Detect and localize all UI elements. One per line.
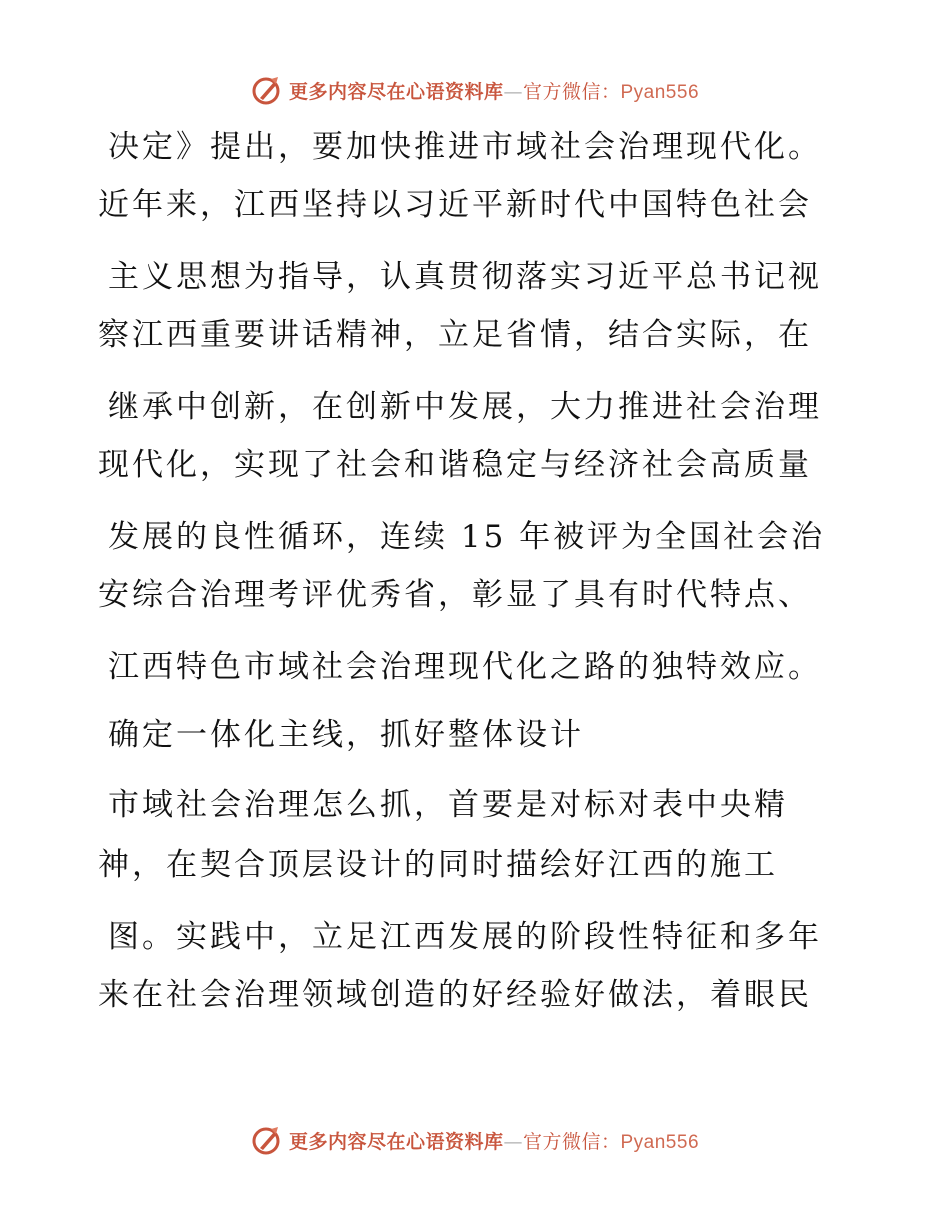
- paragraph-line: 图。实践中，立足江西发展的阶段性特征和多年: [108, 919, 822, 955]
- paragraph-line: 市域社会治理怎么抓，首要是对标对表中央精: [108, 787, 788, 823]
- paragraph-line: 江西特色市域社会治理现代化之路的独特效应。: [108, 649, 822, 685]
- watermark-wechat-id: Pyan556: [620, 81, 700, 103]
- paragraph-line: 决定》提出，要加快推进市域社会治理现代化。: [108, 129, 822, 165]
- paragraph-line: 神，在契合顶层设计的同时描绘好江西的施工: [98, 847, 778, 883]
- footer-watermark: [0, 1120, 950, 1160]
- paragraph-line: 安综合治理考评优秀省，彰显了具有时代特点、: [98, 577, 812, 613]
- section-heading: 确定一体化主线，抓好整体设计: [108, 717, 584, 753]
- paragraph-line: 继承中创新，在创新中发展，大力推进社会治理: [108, 389, 822, 425]
- paragraph-line: 察江西重要讲话精神，立足省情，结合实际，在: [98, 317, 812, 353]
- watermark-text: [289, 1127, 699, 1154]
- paragraph-line: 近年来，江西坚持以习近平新时代中国特色社会: [98, 187, 812, 223]
- watermark-separator: —: [503, 80, 523, 103]
- paragraph-line: 现代化，实现了社会和谐稳定与经济社会高质量: [98, 447, 812, 483]
- watermark-wechat-id: Pyan556: [620, 1131, 700, 1153]
- watermark-site: 更多内容尽在心语资料库: [288, 80, 504, 103]
- watermark-separator: —: [503, 1130, 523, 1153]
- paragraph-line: 发展的良性循环，连续 15 年被评为全国社会治: [108, 519, 826, 555]
- paragraph-line: 主义思想为指导，认真贯彻落实习近平总书记视: [108, 259, 822, 295]
- quill-logo-icon: [251, 1124, 283, 1156]
- watermark-wechat-label: 官方微信：: [522, 80, 621, 103]
- paragraph-line: 来在社会治理领域创造的好经验好做法，着眼民: [98, 977, 812, 1013]
- watermark-site: 更多内容尽在心语资料库: [288, 1130, 504, 1153]
- watermark-wechat-label: 官方微信：: [522, 1130, 621, 1153]
